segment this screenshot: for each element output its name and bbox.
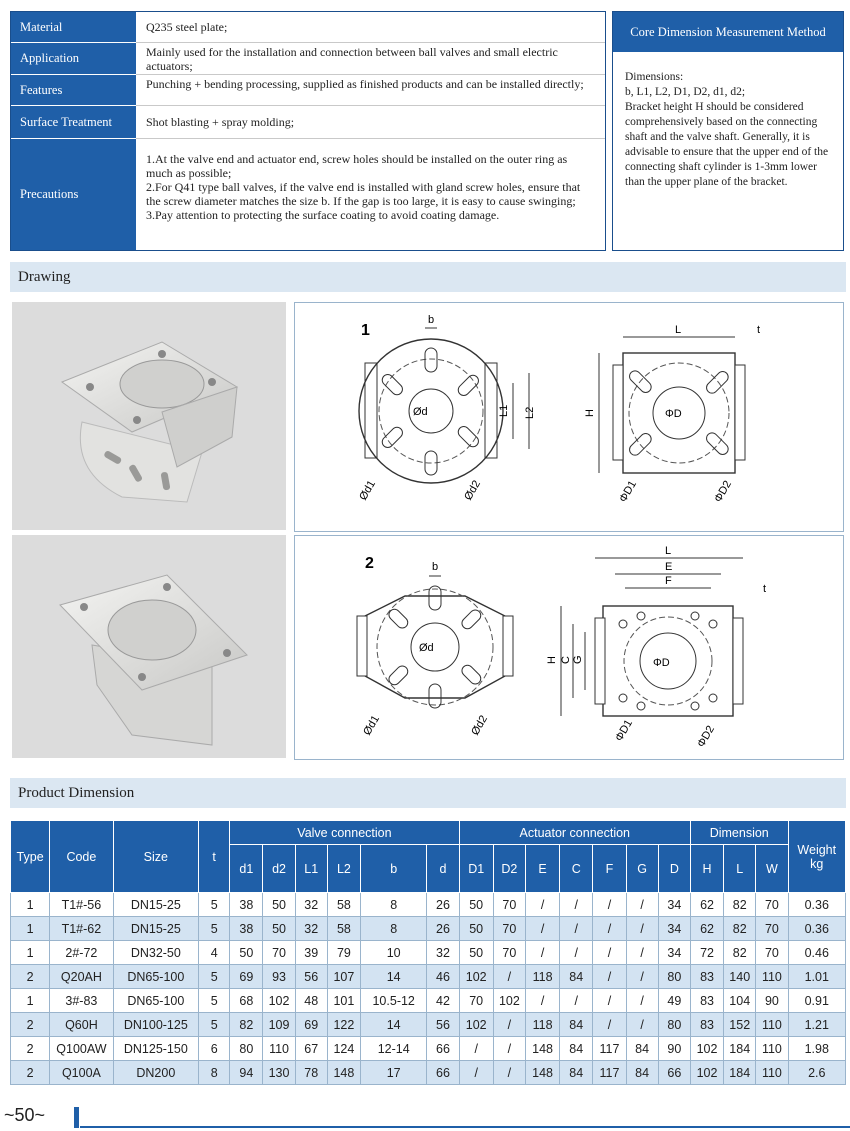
table-cell: 110: [263, 1037, 295, 1061]
core-dimension-box: [612, 11, 844, 251]
table-cell: 56: [295, 965, 327, 989]
table-cell: /: [560, 893, 593, 917]
table-cell: T1#-56: [50, 893, 113, 917]
spec-value: Mainly used for the installation and connection between ball valves and small electric actuators;: [136, 43, 605, 75]
dim-label-h: H: [584, 409, 596, 417]
table-cell: /: [493, 1037, 525, 1061]
table-cell: /: [525, 893, 559, 917]
table-cell: /: [493, 1013, 525, 1037]
table-cell: 1.01: [788, 965, 845, 989]
header-weight-label: Weight: [797, 842, 837, 857]
dim-label-bigd: ΦD: [653, 657, 670, 669]
table-cell: 80: [230, 1037, 263, 1061]
table-cell: 101: [327, 989, 360, 1013]
table-cell: 66: [658, 1061, 690, 1085]
core-line: b, L1, L2, D1, D2, d1, d2;: [625, 86, 746, 98]
table-cell: 78: [295, 1061, 327, 1085]
table-cell: 1: [11, 893, 50, 917]
table-cell: 83: [690, 965, 723, 989]
table-cell: /: [525, 941, 559, 965]
product-dimension-body: [11, 893, 846, 1085]
table-cell: 70: [756, 941, 788, 965]
table-cell: 83: [690, 989, 723, 1013]
header-col: d1: [230, 845, 263, 893]
table-cell: /: [593, 917, 626, 941]
dim-label-f: F: [665, 575, 672, 587]
product-dimension-title: Product Dimension: [10, 778, 846, 808]
header-col: b: [361, 845, 427, 893]
table-cell: 70: [493, 893, 525, 917]
table-cell: /: [626, 941, 658, 965]
spec-row-precautions: [11, 139, 605, 250]
table-cell: 2: [11, 965, 50, 989]
table-cell: 70: [493, 917, 525, 941]
table-cell: 152: [724, 1013, 756, 1037]
dim-label-t: t: [763, 583, 767, 595]
table-cell: 34: [658, 917, 690, 941]
spec-row-features: [11, 75, 605, 107]
table-cell: 10: [361, 941, 427, 965]
table-cell: 32: [295, 893, 327, 917]
precaution-item: 2.For Q41 type ball valves, if the valve end is installed with gland screw holes, ensure that the screw diameter matches the size b. If the gap is too large, it is easy to cause swinging;: [146, 180, 581, 208]
table-cell: 124: [327, 1037, 360, 1061]
table-cell: 50: [230, 941, 263, 965]
table-cell: 122: [327, 1013, 360, 1037]
dim-label-l1: L1: [498, 404, 510, 417]
table-cell: 8: [361, 917, 427, 941]
table-cell: 0.46: [788, 941, 845, 965]
dim-label-bigd1: ΦD1: [617, 478, 640, 505]
table-cell: 82: [724, 893, 756, 917]
table-cell: Q100A: [50, 1061, 113, 1085]
table-row: [11, 917, 846, 941]
dim-label-b: b: [432, 561, 439, 573]
table-cell: 130: [263, 1061, 295, 1085]
table-row: [11, 893, 846, 917]
header-size: Size: [113, 821, 199, 893]
table-cell: 82: [724, 917, 756, 941]
table-cell: 110: [756, 1037, 788, 1061]
table-cell: 50: [459, 917, 493, 941]
table-cell: 107: [327, 965, 360, 989]
spec-row-material: [11, 12, 605, 44]
table-cell: 39: [295, 941, 327, 965]
table-cell: 82: [724, 941, 756, 965]
table-cell: DN65-100: [113, 989, 199, 1013]
footer-rule: [80, 1126, 850, 1128]
dim-label-bigd1: ΦD1: [613, 717, 636, 744]
header-weight-unit: kg: [810, 856, 824, 871]
table-cell: 58: [327, 893, 360, 917]
table-cell: 50: [459, 941, 493, 965]
table-cell: 17: [361, 1061, 427, 1085]
header-valve-connection: Valve connection: [230, 821, 459, 845]
table-cell: DN125-150: [113, 1037, 199, 1061]
table-row: [11, 1061, 846, 1085]
table-cell: 34: [658, 941, 690, 965]
spec-row-surface: [11, 106, 605, 140]
table-cell: /: [626, 1013, 658, 1037]
table-cell: 12-14: [361, 1037, 427, 1061]
table-cell: 50: [263, 893, 295, 917]
header-actuator-connection: Actuator connection: [459, 821, 690, 845]
header-col: L: [724, 845, 756, 893]
table-cell: /: [493, 1061, 525, 1085]
dim-label-d2: Ød2: [462, 478, 483, 503]
table-cell: 67: [295, 1037, 327, 1061]
table-cell: 90: [756, 989, 788, 1013]
header-t: t: [199, 821, 230, 893]
table-cell: /: [593, 989, 626, 1013]
table-cell: 0.36: [788, 917, 845, 941]
table-cell: 34: [658, 893, 690, 917]
dim-label-t: t: [757, 324, 761, 336]
dim-label-e: E: [665, 561, 673, 573]
table-cell: 110: [756, 1061, 788, 1085]
table-cell: 117: [593, 1061, 626, 1085]
spec-value: Q235 steel plate;: [136, 12, 605, 43]
table-cell: 68: [230, 989, 263, 1013]
spec-label: Surface Treatment: [11, 106, 136, 139]
table-cell: 48: [295, 989, 327, 1013]
technical-drawing-2: [294, 535, 844, 760]
table-cell: 84: [560, 1061, 593, 1085]
table-cell: 102: [493, 989, 525, 1013]
dim-label-l: L: [665, 545, 672, 557]
table-cell: 42: [427, 989, 459, 1013]
table-cell: 8: [199, 1061, 230, 1085]
table-cell: Q20AH: [50, 965, 113, 989]
table-cell: 84: [560, 1013, 593, 1037]
table-cell: 70: [756, 917, 788, 941]
header-col: L1: [295, 845, 327, 893]
table-cell: DN65-100: [113, 965, 199, 989]
table-cell: /: [560, 917, 593, 941]
table-cell: 102: [263, 989, 295, 1013]
table-cell: 58: [327, 917, 360, 941]
spec-label: Application: [11, 43, 136, 75]
table-cell: 66: [427, 1037, 459, 1061]
dim-label-d1: Ød1: [361, 713, 382, 738]
table-cell: 5: [199, 965, 230, 989]
table-cell: 84: [560, 1037, 593, 1061]
table-cell: 117: [593, 1037, 626, 1061]
header-col: L2: [327, 845, 360, 893]
table-cell: 70: [493, 941, 525, 965]
table-cell: 32: [295, 917, 327, 941]
drawing-2-svg: [295, 536, 843, 759]
precaution-item: 1.At the valve end and actuator end, screw holes should be installed on the outer ring as much as possible;: [146, 152, 568, 180]
header-col: H: [690, 845, 723, 893]
table-cell: 110: [756, 965, 788, 989]
spec-label: Precautions: [11, 139, 136, 250]
core-text: [625, 70, 835, 190]
table-cell: 1: [11, 941, 50, 965]
table-cell: 5: [199, 917, 230, 941]
table-cell: /: [459, 1037, 493, 1061]
table-cell: 72: [690, 941, 723, 965]
header-col: D2: [493, 845, 525, 893]
table-cell: 50: [459, 893, 493, 917]
dim-label-h: H: [546, 656, 558, 664]
table-cell: 90: [658, 1037, 690, 1061]
table-cell: /: [459, 1061, 493, 1085]
table-cell: 0.36: [788, 893, 845, 917]
table-cell: /: [560, 989, 593, 1013]
dim-label-d: Ød: [419, 642, 434, 654]
table-cell: 79: [327, 941, 360, 965]
table-cell: 102: [690, 1037, 723, 1061]
header-col: D: [658, 845, 690, 893]
table-cell: 62: [690, 893, 723, 917]
table-cell: 14: [361, 965, 427, 989]
page-marker: [74, 1107, 79, 1128]
dim-label-bigd: ΦD: [665, 408, 682, 420]
table-cell: 66: [427, 1061, 459, 1085]
table-cell: 84: [626, 1037, 658, 1061]
table-cell: 118: [525, 1013, 559, 1037]
table-cell: 84: [560, 965, 593, 989]
table-cell: Q60H: [50, 1013, 113, 1037]
dim-label-l: L: [675, 324, 682, 336]
header-col: W: [756, 845, 788, 893]
table-cell: /: [626, 917, 658, 941]
header-col: d2: [263, 845, 295, 893]
table-cell: 70: [756, 893, 788, 917]
table-cell: 56: [427, 1013, 459, 1037]
table-cell: /: [560, 941, 593, 965]
table-cell: 46: [427, 965, 459, 989]
table-cell: Q100AW: [50, 1037, 113, 1061]
spec-row-application: [11, 43, 605, 76]
header-col: d: [427, 845, 459, 893]
table-cell: 80: [658, 1013, 690, 1037]
table-cell: /: [493, 965, 525, 989]
table-cell: 148: [525, 1037, 559, 1061]
table-cell: 70: [459, 989, 493, 1013]
table-cell: 80: [658, 965, 690, 989]
table-cell: 2#-72: [50, 941, 113, 965]
table-cell: 2: [11, 1037, 50, 1061]
table-cell: 8: [361, 893, 427, 917]
table-cell: 38: [230, 893, 263, 917]
table-cell: DN32-50: [113, 941, 199, 965]
table-cell: 102: [459, 965, 493, 989]
table-cell: 0.91: [788, 989, 845, 1013]
table-cell: 148: [327, 1061, 360, 1085]
table-cell: 102: [459, 1013, 493, 1037]
table-row: [11, 1013, 846, 1037]
core-title: Core Dimension Measurement Method: [613, 12, 843, 52]
table-cell: 49: [658, 989, 690, 1013]
table-cell: 109: [263, 1013, 295, 1037]
table-cell: /: [593, 893, 626, 917]
table-cell: 5: [199, 1013, 230, 1037]
header-type: Type: [11, 821, 50, 893]
table-cell: 1: [11, 989, 50, 1013]
dim-label-b: b: [428, 314, 435, 326]
table-cell: 1.21: [788, 1013, 845, 1037]
technical-drawing-1: [294, 302, 844, 532]
table-cell: 62: [690, 917, 723, 941]
table-cell: 5: [199, 893, 230, 917]
header-col: C: [560, 845, 593, 893]
table-cell: DN15-25: [113, 893, 199, 917]
table-cell: DN100-125: [113, 1013, 199, 1037]
table-row: [11, 965, 846, 989]
table-cell: 10.5-12: [361, 989, 427, 1013]
table-cell: 1.98: [788, 1037, 845, 1061]
header-col: F: [593, 845, 626, 893]
header-weight: [788, 821, 845, 893]
page-number: ~50~: [4, 1105, 46, 1125]
table-cell: 1: [11, 917, 50, 941]
spec-value: Punching + bending processing, supplied as finished products and can be installed directly;: [136, 75, 605, 106]
spec-label: Features: [11, 75, 136, 106]
table-cell: 104: [724, 989, 756, 1013]
table-cell: 184: [724, 1037, 756, 1061]
precaution-item: 3.Pay attention to protecting the surface coating to avoid coating damage.: [146, 208, 500, 222]
table-cell: /: [593, 941, 626, 965]
table-cell: 26: [427, 893, 459, 917]
table-row: [11, 989, 846, 1013]
spec-value: [136, 139, 605, 250]
bracket-photo-2: [12, 535, 286, 758]
table-cell: 82: [230, 1013, 263, 1037]
table-cell: 184: [724, 1061, 756, 1085]
table-cell: 110: [756, 1013, 788, 1037]
core-line: Dimensions:: [625, 71, 684, 83]
table-cell: 102: [690, 1061, 723, 1085]
header-code: Code: [50, 821, 113, 893]
dim-label-d: Ød: [413, 406, 428, 418]
table-cell: /: [525, 917, 559, 941]
table-cell: T1#-62: [50, 917, 113, 941]
table-cell: 69: [295, 1013, 327, 1037]
dim-label-l2: L2: [524, 406, 536, 419]
drawing-1-svg: [295, 303, 843, 531]
dim-label-g: G: [572, 655, 584, 664]
table-cell: 118: [525, 965, 559, 989]
spec-table: [10, 11, 606, 251]
table-cell: /: [593, 1013, 626, 1037]
table-cell: 70: [263, 941, 295, 965]
figure-number: 2: [365, 555, 374, 572]
dim-label-bigd2: ΦD2: [695, 723, 718, 750]
table-cell: 2: [11, 1061, 50, 1085]
dim-label-bigd2: ΦD2: [712, 478, 735, 505]
table-cell: 69: [230, 965, 263, 989]
table-cell: 83: [690, 1013, 723, 1037]
dim-label-d2: Ød2: [469, 713, 490, 738]
table-cell: 14: [361, 1013, 427, 1037]
header-col: D1: [459, 845, 493, 893]
table-cell: /: [525, 989, 559, 1013]
table-cell: 5: [199, 989, 230, 1013]
table-cell: 32: [427, 941, 459, 965]
table-cell: 50: [263, 917, 295, 941]
dim-label-d1: Ød1: [357, 478, 378, 503]
spec-label: Material: [11, 12, 136, 43]
table-cell: /: [626, 989, 658, 1013]
dim-label-c: C: [560, 656, 572, 664]
table-cell: 3#-83: [50, 989, 113, 1013]
table-cell: /: [626, 965, 658, 989]
table-cell: /: [593, 965, 626, 989]
table-cell: 26: [427, 917, 459, 941]
table-cell: DN200: [113, 1061, 199, 1085]
table-cell: 94: [230, 1061, 263, 1085]
table-cell: 93: [263, 965, 295, 989]
table-cell: DN15-25: [113, 917, 199, 941]
table-cell: 84: [626, 1061, 658, 1085]
table-cell: /: [626, 893, 658, 917]
table-row: [11, 1037, 846, 1061]
header-col: E: [525, 845, 559, 893]
table-cell: 2: [11, 1013, 50, 1037]
table-cell: 140: [724, 965, 756, 989]
core-paragraph: Bracket height H should be considered comprehensively based on the connecting shaft and the valve shaft. Generally, it is advisable to ensure that the upper end of the connecting shaft cylinder is 1-3mm lower than the upper plane of the bracket.: [625, 101, 829, 188]
bracket-2-illustration: [12, 535, 286, 758]
table-cell: 4: [199, 941, 230, 965]
figure-number: 1: [361, 322, 370, 339]
spec-value: Shot blasting + spray molding;: [136, 106, 605, 139]
table-cell: 6: [199, 1037, 230, 1061]
table-row: [11, 941, 846, 965]
drawing-section-title: Drawing: [10, 262, 846, 292]
table-cell: 38: [230, 917, 263, 941]
product-dimension-table: [10, 820, 846, 1085]
table-cell: 148: [525, 1061, 559, 1085]
bracket-1-illustration: [12, 302, 286, 530]
table-cell: 2.6: [788, 1061, 845, 1085]
header-dimension: Dimension: [690, 821, 788, 845]
bracket-photo-1: [12, 302, 286, 530]
header-col: G: [626, 845, 658, 893]
